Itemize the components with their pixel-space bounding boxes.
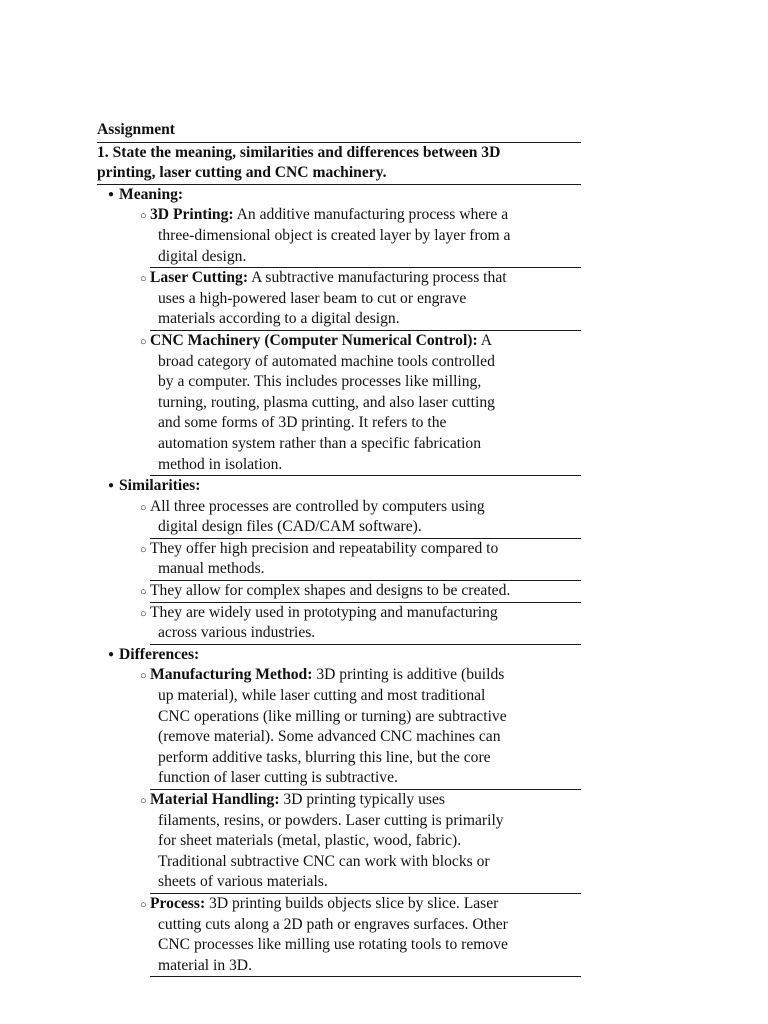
hollow-circle-bullet-icon: ○ xyxy=(140,898,147,911)
item-text: broad category of automated machine tools controlled xyxy=(158,352,495,370)
item-line xyxy=(150,915,581,936)
item-term: CNC Machinery (Computer Numerical Control): xyxy=(150,331,478,349)
item-text: digital design. xyxy=(158,247,247,265)
item-line xyxy=(150,413,581,434)
hollow-circle-bullet-icon: ○ xyxy=(140,335,147,348)
item-term: Process: xyxy=(150,894,206,912)
item-text: method in isolation. xyxy=(158,455,283,473)
item-line xyxy=(150,852,581,873)
question-line-2: printing, laser cutting and CNC machinery. xyxy=(97,164,387,182)
section-label: Similarities: xyxy=(119,477,201,495)
hollow-circle-bullet-icon: ○ xyxy=(140,501,147,514)
item-term: Manufacturing Method: xyxy=(150,666,313,684)
item-line xyxy=(150,393,581,414)
list-item xyxy=(140,581,581,603)
item-text: 3D printing builds objects slice by slice. Laser xyxy=(205,894,499,912)
item-line xyxy=(150,331,581,352)
item-text: across various industries. xyxy=(158,624,316,642)
item-text: All three processes are controlled by computers using xyxy=(150,497,485,515)
item-text: automation system rather than a specific fabrication xyxy=(158,434,482,452)
hollow-circle-bullet-icon: ○ xyxy=(140,543,147,556)
item-line xyxy=(150,581,581,603)
item-line xyxy=(150,268,581,289)
hollow-circle-bullet-icon: ○ xyxy=(140,586,147,599)
item-text: (remove material). Some advanced CNC machines can xyxy=(158,728,501,746)
item-line xyxy=(150,309,581,331)
item-line xyxy=(150,894,581,915)
section-heading xyxy=(97,185,581,206)
item-term: Material Handling: xyxy=(150,791,280,808)
item-line xyxy=(150,539,581,560)
item-line xyxy=(150,768,581,790)
item-text: for sheet materials (metal, plastic, wood, fabric). xyxy=(158,832,462,850)
item-line xyxy=(150,434,581,455)
list-item xyxy=(140,205,581,268)
item-text: digital design files (CAD/CAM software). xyxy=(158,518,422,536)
item-line xyxy=(150,372,581,393)
item-text: uses a high-powered laser beam to cut or engrave xyxy=(158,289,467,307)
hollow-circle-bullet-icon: ○ xyxy=(140,670,147,683)
item-text: and some forms of 3D printing. It refers to the xyxy=(158,414,447,432)
item-line xyxy=(150,247,581,269)
sections-container xyxy=(97,185,581,978)
item-line xyxy=(150,811,581,832)
item-line xyxy=(150,603,581,624)
item-line xyxy=(150,831,581,852)
item-line xyxy=(150,497,581,518)
item-text: They offer high precision and repeatability compared to xyxy=(150,539,499,557)
item-line xyxy=(150,748,581,769)
filled-dot-bullet-icon: ● xyxy=(108,480,115,492)
item-text: sheets of various materials. xyxy=(158,873,328,891)
item-line xyxy=(150,665,581,686)
item-line xyxy=(150,790,581,811)
item-text: Traditional subtractive CNC can work with blocks or xyxy=(158,852,490,870)
item-text: They allow for complex shapes and designs to be created. xyxy=(150,582,511,600)
item-line xyxy=(150,956,581,978)
item-line xyxy=(150,935,581,956)
list-item xyxy=(140,603,581,645)
filled-dot-bullet-icon: ● xyxy=(108,648,115,660)
item-term: 3D Printing: xyxy=(150,206,234,224)
item-text: perform additive tasks, blurring this line, but the core xyxy=(158,748,491,766)
section-label: Differences: xyxy=(119,645,200,663)
list-item xyxy=(140,268,581,331)
item-text: A xyxy=(477,331,493,349)
item-line xyxy=(150,727,581,748)
hollow-circle-bullet-icon: ○ xyxy=(140,210,147,223)
section-heading xyxy=(97,645,581,666)
section-heading xyxy=(97,476,581,497)
item-line xyxy=(150,352,581,373)
list-item xyxy=(140,539,581,581)
assignment-heading: Assignment xyxy=(97,120,581,143)
item-line xyxy=(150,205,581,226)
item-text: by a computer. This includes processes like milling, xyxy=(158,373,482,391)
item-term: Laser Cutting: xyxy=(150,269,249,287)
list-item xyxy=(140,790,581,894)
item-text: cutting cuts along a 2D path or engraves surfaces. Other xyxy=(158,915,508,933)
item-line xyxy=(150,517,581,539)
item-line xyxy=(150,686,581,707)
item-text: materials according to a digital design. xyxy=(158,310,400,328)
question-line-1: 1. State the meaning, similarities and differences between 3D xyxy=(97,143,501,161)
item-line xyxy=(150,289,581,310)
filled-dot-bullet-icon: ● xyxy=(108,188,115,200)
item-text: material in 3D. xyxy=(158,956,252,974)
list-item xyxy=(140,497,581,539)
list-item xyxy=(140,665,581,790)
item-text: 3D printing typically uses xyxy=(279,791,445,808)
list-item xyxy=(140,894,581,977)
hollow-circle-bullet-icon: ○ xyxy=(140,795,147,807)
item-text: They are widely used in prototyping and manufacturing xyxy=(150,603,498,621)
question-text xyxy=(97,143,581,185)
item-text: An additive manufacturing process where a xyxy=(233,206,509,224)
item-text: CNC operations (like milling or turning) are subtractive xyxy=(158,707,507,725)
item-text: function of laser cutting is subtractive. xyxy=(158,769,398,787)
item-line xyxy=(150,707,581,728)
item-line xyxy=(150,623,581,645)
item-text: filaments, resins, or powders. Laser cutting is primarily xyxy=(158,811,504,829)
hollow-circle-bullet-icon: ○ xyxy=(140,273,147,286)
item-line xyxy=(150,872,581,894)
list-item xyxy=(140,331,581,476)
item-text: up material), while laser cutting and most traditional xyxy=(158,687,486,705)
item-text: three-dimensional object is created layer by layer from a xyxy=(158,226,511,244)
item-text: manual methods. xyxy=(158,560,265,578)
item-line xyxy=(150,455,581,477)
document-body xyxy=(97,120,581,977)
item-text: turning, routing, plasma cutting, and also laser cutting xyxy=(158,393,495,411)
item-text: A subtractive manufacturing process that xyxy=(248,269,507,287)
item-text: 3D printing is additive (builds xyxy=(312,666,505,684)
section-label: Meaning: xyxy=(119,185,184,203)
hollow-circle-bullet-icon: ○ xyxy=(140,607,147,620)
item-line xyxy=(150,559,581,581)
item-text: CNC processes like milling use rotating tools to remove xyxy=(158,936,508,954)
item-line xyxy=(150,226,581,247)
